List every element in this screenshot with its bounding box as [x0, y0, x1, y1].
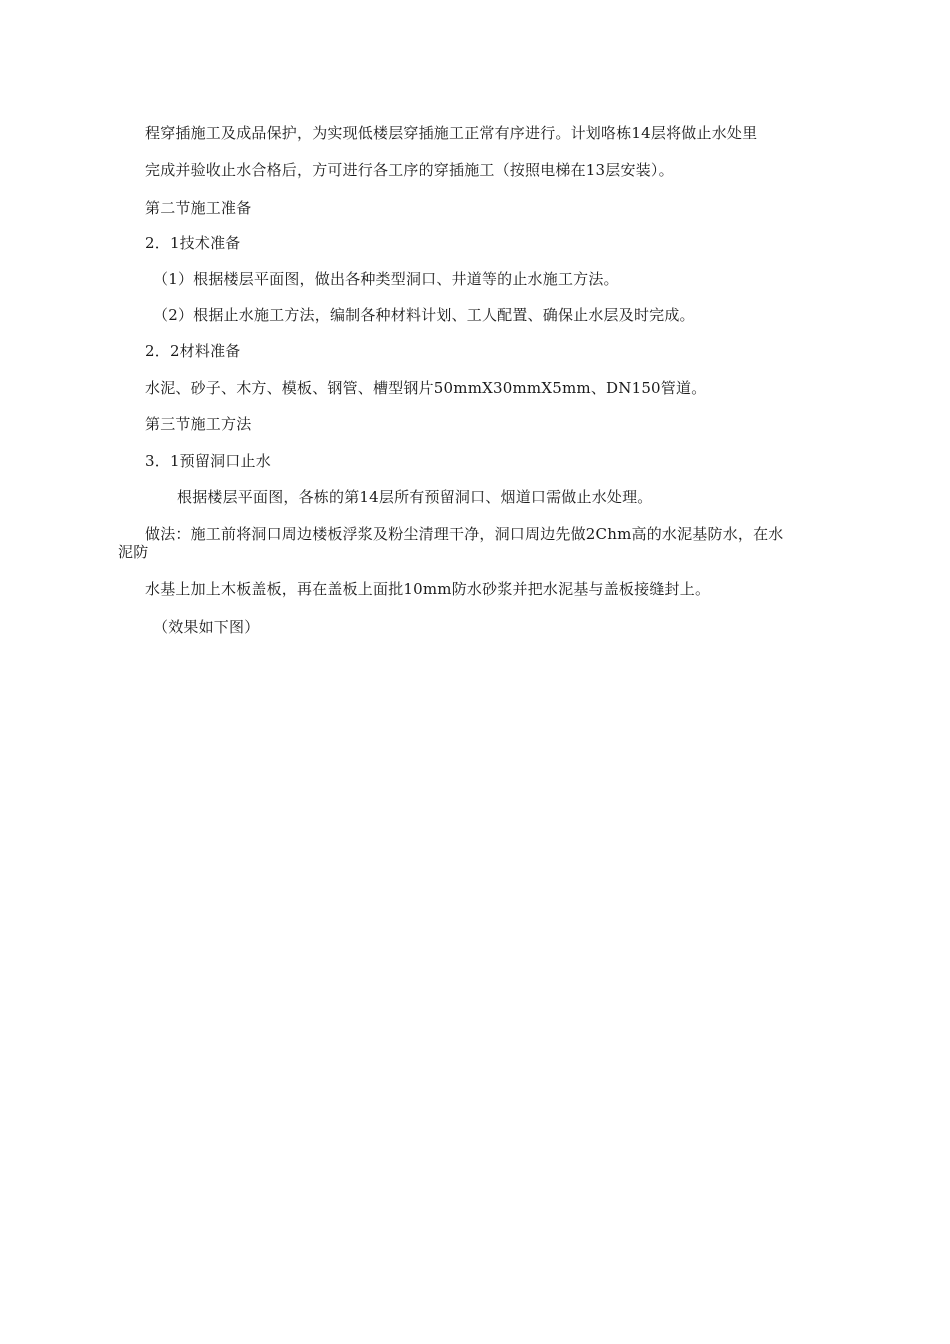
section-heading: 第三节施工方法: [145, 415, 252, 433]
list-item: （2）根据止水施工方法，编制各种材料计划、工人配置、确保止水层及时完成。: [153, 306, 695, 324]
paragraph-line: 根据楼层平面图，各栋的第14层所有预留洞口、烟道口需做止水处理。: [177, 488, 653, 506]
paragraph-line: 泥防: [118, 543, 149, 561]
subsection-heading: 2．2材料准备: [145, 342, 241, 360]
figure-caption: （效果如下图）: [153, 618, 260, 636]
paragraph-line: 程穿插施工及成品保护，为实现低楼层穿插施工正常有序进行。计划咯栋14层将做止水处里: [145, 124, 758, 142]
subsection-heading: 3．1预留洞口止水: [145, 452, 271, 470]
list-item: （1）根据楼层平面图，做出各种类型洞口、井道等的止水施工方法。: [153, 270, 619, 288]
paragraph-line: 完成并验收止水合格后，方可进行各工序的穿插施工（按照电梯在13层安装）。: [145, 161, 674, 179]
paragraph-line: 做法：施工前将洞口周边楼板浮浆及粉尘清理干净，洞口周边先做2Chm高的水泥基防水，在水: [145, 525, 784, 543]
paragraph-line: 水基上加上木板盖板，再在盖板上面批10mm防水砂浆并把水泥基与盖板接缝封上。: [145, 580, 711, 598]
section-heading: 第二节施工准备: [145, 199, 252, 217]
paragraph-line: 水泥、砂子、木方、模板、钢管、槽型钢片50mmX30mmX5mm、DN150管道。: [145, 379, 707, 397]
subsection-heading: 2．1技术准备: [145, 234, 241, 252]
